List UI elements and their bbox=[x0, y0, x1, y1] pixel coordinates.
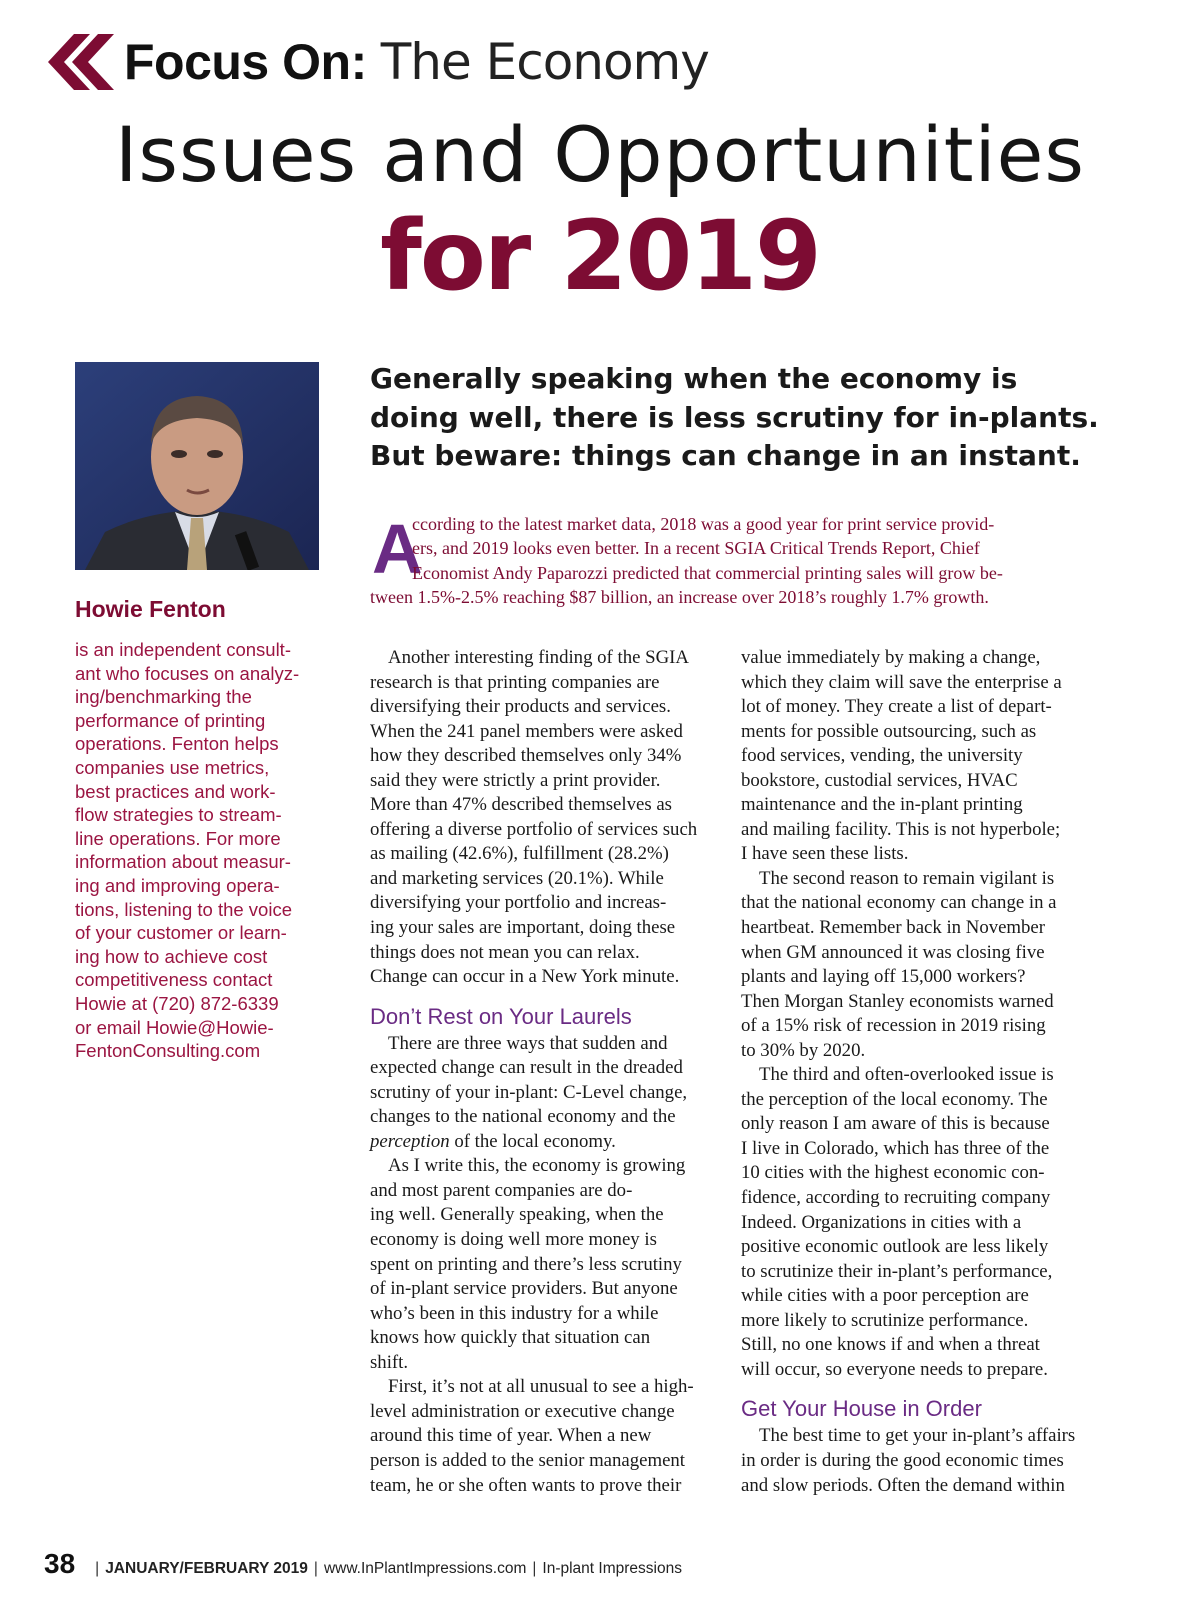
article-deck bbox=[370, 360, 1130, 476]
body-line: ing well. Generally speaking, when the bbox=[370, 1204, 664, 1226]
intro-line: ccording to the latest market data, 2018 was a good year for print service provid- bbox=[412, 514, 995, 534]
bio-line: flow strategies to stream- bbox=[75, 804, 282, 826]
footer-text bbox=[89, 1560, 682, 1578]
deck-line: doing well, there is less scrutiny for in-plants. bbox=[370, 400, 1099, 434]
body-line: positive economic outlook are less likely bbox=[741, 1236, 1049, 1258]
footer-separator: | bbox=[313, 1560, 318, 1577]
body-line: diversifying their products and services. bbox=[370, 696, 671, 718]
body-line: ments for possible outsourcing, such as bbox=[741, 720, 1037, 742]
bio-line: ing and improving opera- bbox=[75, 874, 280, 896]
author-portrait-image bbox=[75, 362, 319, 570]
body-line: I have seen these lists. bbox=[741, 843, 909, 865]
body-line: 10 cities with the highest economic con- bbox=[741, 1162, 1045, 1184]
body-line: of in-plant service providers. But anyone bbox=[370, 1278, 678, 1300]
body-line: to 30% by 2020. bbox=[741, 1039, 866, 1061]
body-line: More than 47% described themselves as bbox=[370, 794, 672, 816]
body-line: around this time of year. When a new bbox=[370, 1425, 652, 1447]
bio-line: ing how to achieve cost bbox=[75, 945, 268, 967]
body-line: spent on printing and there’s less scrutiny bbox=[370, 1253, 682, 1275]
body-line: I live in Colorado, which has three of the bbox=[741, 1137, 1050, 1159]
body-line: will occur, so everyone needs to prepare. bbox=[741, 1358, 1048, 1380]
bio-line: tions, listening to the voice bbox=[75, 898, 292, 920]
body-line: food services, vending, the university bbox=[741, 745, 1023, 767]
body-line: to scrutinize their in-plant’s performance, bbox=[741, 1260, 1053, 1282]
deck-line: But beware: things can change in an instant. bbox=[370, 439, 1081, 472]
body-line: Still, no one knows if and when a threat bbox=[741, 1334, 1040, 1356]
subhead-dont-rest: Don’t Rest on Your Laurels bbox=[370, 1003, 632, 1029]
body-line: how they described themselves only 34% bbox=[370, 745, 682, 767]
body-line: research is that printing companies are bbox=[370, 671, 660, 693]
bio-line: information about measur- bbox=[75, 851, 291, 873]
body-line: Indeed. Organizations in cities with a bbox=[741, 1211, 1022, 1233]
body-line: and most parent companies are do- bbox=[370, 1179, 633, 1201]
body-column-left bbox=[370, 646, 720, 1498]
body-line: First, it’s not at all unusual to see a high- bbox=[388, 1376, 694, 1398]
bio-line: or email Howie@Howie- bbox=[75, 1016, 274, 1038]
author-bio bbox=[75, 638, 335, 1063]
body-line: maintenance and the in-plant printing bbox=[741, 794, 1023, 816]
body-line: ing your sales are important, doing these bbox=[370, 917, 676, 939]
body-line: As I write this, the economy is growing bbox=[388, 1155, 686, 1177]
body-line: offering a diverse portfolio of services such bbox=[370, 818, 698, 840]
body-line: Another interesting finding of the SGIA bbox=[388, 647, 689, 668]
body-line: changes to the national economy and the bbox=[370, 1106, 676, 1128]
body-line: scrutiny of your in-plant: C-Level change, bbox=[370, 1081, 688, 1103]
bio-line: FentonConsulting.com bbox=[75, 1040, 261, 1062]
subhead-house-in-order: Get Your House in Order bbox=[741, 1396, 982, 1422]
footer-separator: | bbox=[532, 1560, 537, 1577]
bio-line: best practices and work- bbox=[75, 780, 276, 802]
body-line-rest: of the local economy. bbox=[449, 1130, 616, 1152]
author-name: Howie Fenton bbox=[75, 596, 226, 622]
body-line: When the 241 panel members were asked bbox=[370, 720, 683, 742]
publication-name: In-plant Impressions bbox=[542, 1560, 682, 1577]
headline-line-2: for 2019 bbox=[380, 200, 820, 312]
body-line: as mailing (42.6%), fulfillment (28.2%) bbox=[370, 843, 669, 865]
body-line: lot of money. They create a list of depart- bbox=[741, 696, 1052, 718]
intro-line: Economist Andy Paparozzi predicted that commercial printing sales will grow be- bbox=[412, 562, 1003, 583]
bio-line: of your customer or learn- bbox=[75, 922, 287, 944]
body-column-right bbox=[741, 646, 1091, 1498]
body-line: said they were strictly a print provider. bbox=[370, 769, 661, 791]
body-line: and mailing facility. This is not hyperbole; bbox=[741, 818, 1061, 840]
body-line: knows how quickly that situation can bbox=[370, 1327, 651, 1349]
bio-line: companies use metrics, bbox=[75, 756, 270, 778]
body-line: person is added to the senior management bbox=[370, 1449, 686, 1471]
page-number: 38 bbox=[44, 1548, 76, 1579]
body-line bbox=[370, 1130, 720, 1155]
body-line: level administration or executive change bbox=[370, 1400, 675, 1422]
body-line: and marketing services (20.1%). While bbox=[370, 867, 664, 889]
headline-line-1: Issues and Opportunities bbox=[115, 110, 1085, 199]
bio-line: performance of printing bbox=[75, 709, 266, 731]
section-kicker: Focus On: bbox=[124, 34, 367, 90]
footer-separator: | bbox=[95, 1560, 100, 1577]
body-line: things does not mean you can relax. bbox=[370, 941, 640, 963]
body-line: team, he or she often wants to prove their bbox=[370, 1474, 682, 1496]
drop-cap: A bbox=[372, 510, 423, 588]
body-line: diversifying your portfolio and increas- bbox=[370, 892, 667, 914]
body-line: while cities with a poor perception are bbox=[741, 1285, 1029, 1307]
bio-line: operations. Fenton helps bbox=[75, 733, 279, 755]
bio-line: ing/benchmarking the bbox=[75, 686, 252, 708]
body-line: who’s been in this industry for a while bbox=[370, 1302, 659, 1324]
bio-line: line operations. For more bbox=[75, 827, 281, 849]
body-line: value immediately by making a change, bbox=[741, 647, 1041, 668]
body-line: which they claim will save the enterprise a bbox=[741, 671, 1062, 693]
deck-line: Generally speaking when the economy is bbox=[370, 362, 1018, 395]
body-line: bookstore, custodial services, HVAC bbox=[741, 769, 1018, 791]
body-line: of a 15% risk of recession in 2019 rising bbox=[741, 1015, 1046, 1037]
issue-date: JANUARY/FEBRUARY 2019 bbox=[105, 1560, 308, 1577]
double-chevron-left-icon bbox=[44, 34, 116, 90]
body-line: There are three ways that sudden and bbox=[388, 1032, 668, 1054]
body-line: The second reason to remain vigilant is bbox=[759, 867, 1055, 889]
body-line: heartbeat. Remember back in November bbox=[741, 917, 1046, 939]
body-line: when GM announced it was closing five bbox=[741, 941, 1045, 963]
body-line: in order is during the good economic times bbox=[741, 1449, 1064, 1471]
page-footer bbox=[44, 1548, 682, 1580]
body-line: only reason I am aware of this is because bbox=[741, 1113, 1050, 1135]
body-line: the perception of the local economy. The bbox=[741, 1088, 1048, 1110]
bio-line: is an independent consult- bbox=[75, 639, 291, 660]
body-line: fidence, according to recruiting company bbox=[741, 1187, 1051, 1209]
body-line: The best time to get your in-plant’s affairs bbox=[759, 1425, 1076, 1447]
body-line: plants and laying off 15,000 workers? bbox=[741, 966, 1026, 988]
author-photo bbox=[75, 362, 319, 570]
intro-line: ers, and 2019 looks even better. In a recent SGIA Critical Trends Report, Chief bbox=[412, 538, 980, 559]
bio-line: ant who focuses on analyz- bbox=[75, 662, 300, 684]
website-link[interactable]: www.InPlantImpressions.com bbox=[323, 1560, 527, 1577]
intro-line: tween 1.5%-2.5% reaching $87 billion, an increase over 2018’s roughly 1.7% growth. bbox=[370, 586, 989, 607]
section-header bbox=[44, 30, 709, 94]
body-line: shift. bbox=[370, 1351, 409, 1373]
body-line: more likely to scrutinize performance. bbox=[741, 1309, 1029, 1331]
bio-line: Howie at (720) 872-6339 bbox=[75, 992, 279, 1014]
body-line: Change can occur in a New York minute. bbox=[370, 966, 680, 988]
body-line: economy is doing well more money is bbox=[370, 1229, 657, 1251]
body-line: and slow periods. Often the demand within bbox=[741, 1474, 1065, 1496]
bio-line: competitiveness contact bbox=[75, 969, 273, 991]
body-line: expected change can result in the dreaded bbox=[370, 1057, 683, 1079]
body-line: The third and often-overlooked issue is bbox=[759, 1064, 1054, 1086]
intro-paragraph bbox=[370, 512, 1090, 609]
italic-word: perception bbox=[370, 1130, 450, 1152]
body-line: Then Morgan Stanley economists warned bbox=[741, 990, 1054, 1012]
section-topic: The Economy bbox=[380, 33, 709, 91]
body-line: that the national economy can change in a bbox=[741, 892, 1057, 914]
